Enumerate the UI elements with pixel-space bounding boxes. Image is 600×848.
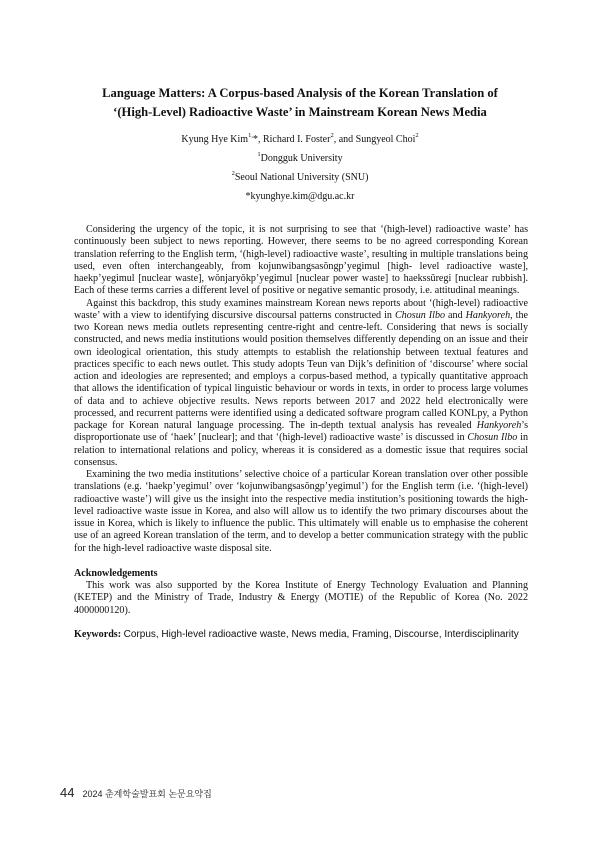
- affiliation-2-name: Seoul National University (SNU): [234, 172, 369, 183]
- affiliation-2: [60, 171, 540, 185]
- hankyoreh-italic-1: Hankyoreh: [465, 309, 511, 321]
- keywords-line: [74, 629, 528, 641]
- paragraph-2-text-5: in relation to international relations and policy, whereas it is considered as a domestic issue that requires social consensus.: [74, 432, 529, 468]
- footer-text: 2024 춘계학술발표회 논문요약집: [82, 789, 212, 799]
- paragraph-2-text-1: Against this backdrop, this study examines mainstream Korean news reports about ‘(high-level) radioactive waste’ with a view to identifying discursive discoursal patterns constructed in: [74, 297, 528, 321]
- author-list: [60, 133, 540, 147]
- chosun-ilbo-italic-1: Chosun Ilbo: [394, 309, 446, 321]
- page-number: 44: [60, 785, 75, 800]
- paragraph-1: Considering the urgency of the topic, it is not surprising to see that ‘(high-level) radioactive waste’ has continuously been subject to news reporting. However, there seems to be no agreed corresponding Korean translation referring to the English term, ‘(high-level) radioactive waste’, resulting in multiple translations being used, even often interchangeably, from kojunwibangsasŏngp’yegimul [high- level radioactive waste], haekp’yegimul [nuclear waste], wŏnjaryŏkp’yegimul [nuclear power waste] to haekssŭregi [nuclear rubbish]. Each of these terms carries a different level of positive or negative semantic prosody, i.e. attitudinal meanings.: [74, 224, 528, 297]
- acknowledgements-text: This work was also supported by the Korea Institute of Energy Technology Evaluation and Planning (KETEP) and the Ministry of Trade, Industry & Energy (MOTIE) of the Republic of Korea (No. 2022 4000000120).: [74, 580, 528, 616]
- corresponding-mark: *: [252, 134, 258, 145]
- paper-title: [60, 84, 540, 122]
- paragraph-2-text-2: and: [445, 309, 466, 321]
- affiliation-1: [60, 152, 540, 166]
- paragraph-2-text-4: ’s disproportionate use of ‘haek’ [nuclear]; and that ‘(high-level) radioactive waste’ is discussed in: [74, 420, 528, 444]
- affiliation-2-sup: 2: [231, 169, 235, 177]
- author-2-affiliation: 2: [330, 131, 334, 139]
- author-1-affiliation: 1,: [248, 131, 253, 139]
- page-footer: [60, 785, 212, 800]
- abstract-body: [74, 224, 528, 641]
- affiliation-1-sup: 1: [257, 150, 261, 158]
- keywords-label: Keywords:: [74, 628, 122, 640]
- chosun-ilbo-italic-2: Chosun Ilbo: [467, 432, 518, 444]
- paragraph-3: Examining the two media institutions’ selective choice of a particular Korean translation over other possible translations (e.g. ‘haekp’yegimul’ over ‘kojunwibangsasŏngp’yegimul’) for the English term (i.e. ‘(high-level) radioactive waste’) will give us the insight into the respective media institution’s positioning towards the high-level radioactive waste issue in Korea, and also will allow us to identify the two primary discourses about the issue in Korea, which is likely to influence the public. This ultimately will enable us to emphasise the coherent use of an agreed Korean translation of the term, and to develop a better communication strategy with the public for the high-level radioactive waste disposal site.: [74, 469, 528, 554]
- author-3: , and Sungyeol Choi: [333, 134, 416, 145]
- title-line-2: ‘(High-Level) Radioactive Waste’ in Mainstream Korean News Media: [113, 105, 487, 119]
- paragraph-2: [74, 298, 528, 470]
- author-3-affiliation: 2: [415, 131, 419, 139]
- author-1: Kyung Hye Kim: [181, 134, 249, 145]
- author-2: , Richard I. Foster: [257, 134, 331, 145]
- keywords-list: Corpus, High-level radioactive waste, News media, Framing, Discourse, Interdisciplinarity: [123, 628, 519, 640]
- hankyoreh-italic-2: Hankyoreh: [476, 420, 522, 431]
- title-line-1: Language Matters: A Corpus-based Analysis of the Korean Translation of: [102, 86, 498, 100]
- paragraph-2-text-3: , the two Korean news media outlets representing centre-right and centre-left. Considering that news is socially constructed, and news media institutions would position themselves differently depending on an issue and their own ideological orientation, this study attempts to establish the relationship between textual features and practices specific to each news outlet. This study adopts Teun van Dijk’s definition of ‘discourse’ where social action and ideologies are represented; and employs a corpus-based method, a typically quantitative approach that allows the identification of typical linguistic behaviour or words in texts, in order to process large volumes of data and to achieve objective results. News reports between 2017 and 2022 held electronically were processed, and recurrent patterns were identified using a dedicated software program called KONLpy, a Python package for Korean natural language processing. The in-depth textual analysis has revealed: [74, 309, 528, 431]
- contact-email: *kyunghye.kim@dgu.ac.kr: [245, 191, 355, 202]
- acknowledgements-heading: Acknowledgements: [74, 567, 158, 579]
- affiliation-1-name: Dongguk University: [260, 153, 343, 164]
